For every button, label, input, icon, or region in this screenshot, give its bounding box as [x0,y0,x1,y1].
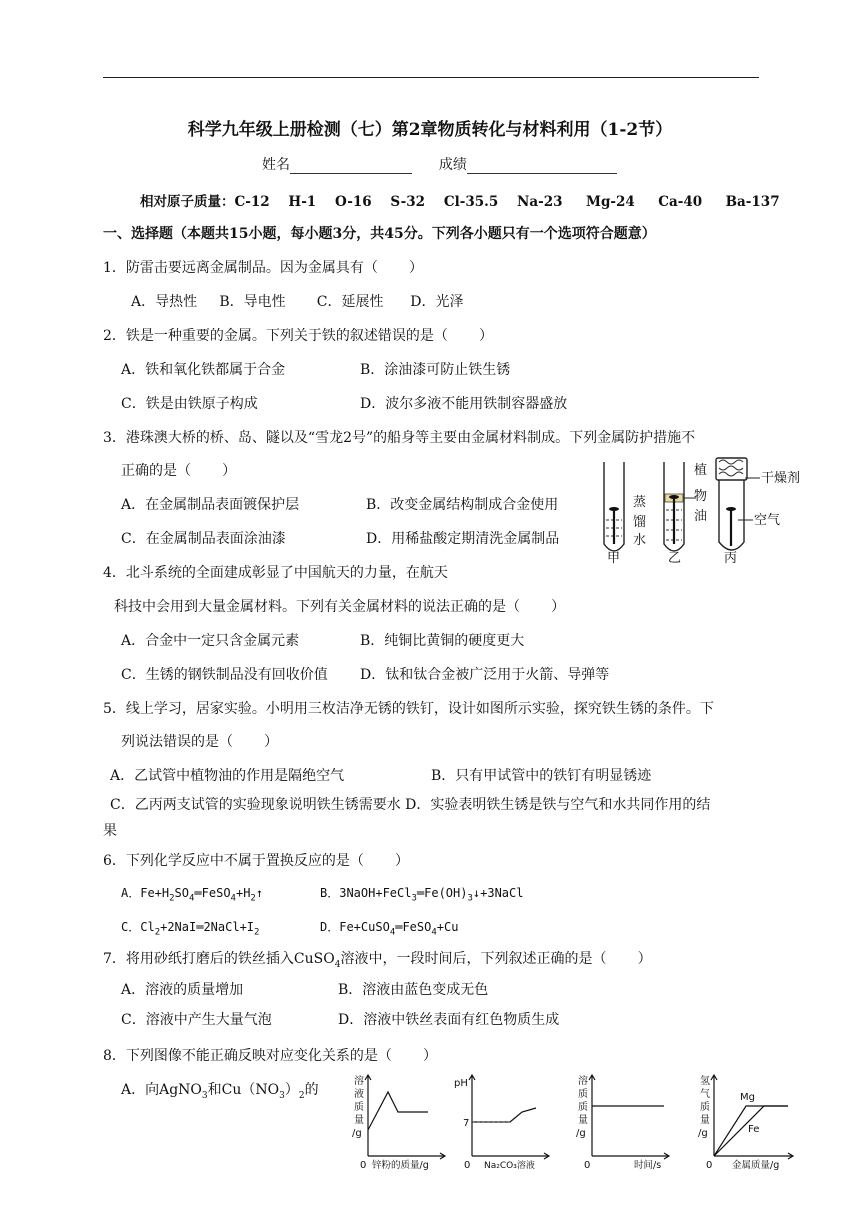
label-desiccant: 干燥剂 [761,471,801,486]
q3-option-a: A．在金属制品表面镀保护层 [121,497,300,513]
q6-option-d: D．Fe+CuSO$_4$═FeSO$_4$+Cu [320,920,459,938]
q2-option-d: D．波尔多液不能用铁制容器盛放 [360,396,568,412]
svg-text:0: 0 [706,1160,713,1171]
q1-options: A．导热性 B．导电性 C．延展性 D．光泽 [131,294,464,310]
svg-text:质: 质 [354,1102,364,1113]
name-blank [290,159,412,174]
svg-text:0: 0 [584,1160,591,1171]
q4-stem-line1: 4．北斗系统的全面建成彰显了中国航天的力量，在航天 [103,565,448,581]
label-water-3: 水 [633,533,647,548]
q7-option-d: D．溶液中铁丝表面有红色物质生成 [338,1012,560,1028]
graph-c [572,1072,672,1172]
svg-text:7: 7 [463,1118,470,1129]
header-rule [103,77,759,78]
graph-b-line [472,1108,536,1122]
graph-b-xlabel: Na₂CO₃溶液 [484,1161,535,1171]
nail-head-yi [669,495,679,499]
q8-stem: 8．下列图像不能正确反映对应变化关系的是（ ） [103,1048,438,1064]
page-title: 科学九年级上册检测（七）第2章物质转化与材料利用（1-2节） [187,120,673,140]
graph-a-line [368,1092,428,1130]
graph-c-xlabel: 时间/s [634,1160,662,1171]
graph-d-label-fe: Fe [748,1124,760,1135]
q2-option-c: C．铁是由铁原子构成 [121,396,258,412]
test-tube-figure [598,454,801,566]
q4-option-a: A．合金中一定只含金属元素 [121,633,300,649]
q5-stem-line1: 5．线上学习，居家实验。小明用三枚洁净无锈的铁钉，设计如图所示实验，探究铁生锈的条件。下 [103,701,714,717]
svg-text:量: 量 [578,1115,588,1126]
q1-stem: 1．防雷击要远离金属制品。因为金属具有（ ） [103,260,424,276]
svg-text:/g: /g [576,1128,586,1139]
label-water-2: 馏 [633,515,647,530]
nail-head-bing [726,507,736,511]
name-field [262,154,617,174]
svg-text:质: 质 [578,1089,588,1100]
q2-option-a: A．铁和氧化铁都属于合金 [121,362,286,378]
score-blank [467,159,617,174]
svg-text:/g: /g [352,1128,362,1139]
svg-text:pH: pH [454,1078,468,1089]
q2-option-b: B．涂油漆可防止铁生锈 [360,362,511,378]
label-water-1: 蒸 [633,495,647,510]
section-heading: 一、选择题（本题共15小题，每小题3分，共45分。下列各小题只有一个选项符合题意） [103,226,656,242]
q6-option-c: C．$Cl_2+2NaI═2NaCl+I_2$ [121,920,260,938]
q6-stem: 6．下列化学反应中不属于置换反应的是（ ） [103,853,410,869]
q4-option-b: B．纯铜比黄铜的硬度更大 [360,633,525,649]
svg-text:液: 液 [354,1089,364,1100]
svg-text:溶: 溶 [578,1076,588,1087]
label-oil-2: 物 [694,489,708,504]
graph-d-xlabel: 金属质量/g [732,1160,780,1171]
q8-option-a: A．向AgNO$_3$和$Cu(NO_3)_2$的 [121,1082,319,1101]
svg-text:溶: 溶 [354,1076,364,1087]
label-oil-3: 油 [694,509,708,524]
svg-text:气: 气 [700,1089,710,1100]
q3-option-b: B．改变金属结构制成合金使用 [366,497,559,513]
q5-option-a: A．乙试管中植物油的作用是隔绝空气 [110,768,345,784]
q4-option-c: C．生锈的钢铁制品没有回收价值 [121,667,328,683]
q2-stem: 2．铁是一种重要的金属。下列关于铁的叙述错误的是（ ） [103,328,494,344]
q7-option-a: A．溶液的质量增加 [121,982,244,998]
graph-b [452,1072,552,1172]
q3-stem-line2: 正确的是（ ） [121,463,237,479]
q3-option-d: D．用稀盐酸定期清洗金属制品 [366,531,560,547]
svg-text:0: 0 [464,1160,471,1171]
q5-option-d-cont: 果 [103,823,117,839]
svg-text:量: 量 [700,1115,710,1126]
q5-option-b: B．只有甲试管中的铁钉有明显锈迹 [431,768,652,784]
name-label: 姓名 [262,157,290,173]
q5-option-cd: C．乙丙两支试管的实验现象说明铁生锈需要水 D．实验表明铁生锈是铁与空气和水共同作用的结 [110,797,711,813]
q3-stem-line1: 3．港珠澳大桥的桥、岛、隧以及“雪龙2号”的船身等主要由金属材料制成。下列金属防护措施不 [103,430,696,446]
q3-option-c: C．在金属制品表面涂油漆 [121,531,286,547]
q6-option-a: A．$Fe+H_2SO_4═FeSO_4+H_2↑$ [121,886,264,904]
label-air: 空气 [754,513,781,528]
q5-stem-line2: 列说法错误的是（ ） [121,734,279,750]
graph-d [696,1072,806,1172]
svg-text:0: 0 [360,1160,367,1171]
graph-a [348,1072,448,1172]
graph-d-label-mg: Mg [740,1092,755,1103]
svg-text:量: 量 [354,1115,364,1126]
svg-text:/g: /g [698,1128,708,1139]
label-oil-1: 植 [694,463,708,478]
q4-stem-line2: 科技中会用到大量金属材料。下列有关金属材料的说法正确的是（ ） [114,599,566,615]
svg-text:氢: 氢 [700,1076,710,1087]
svg-text:质: 质 [700,1102,710,1113]
label-jia: 甲 [607,551,621,566]
q7-stem: 7．将用砂纸打磨后的铁丝插入CuSO$_4$溶液中，一段时间后，下列叙述正确的是（ ） [103,951,652,970]
atomic-masses: 相对原子质量：C-12 H-1 O-16 S-32 Cl-35.5 Na-23 Mg-24 Ca-40 Ba-137 [140,194,780,210]
label-bing: 丙 [724,551,738,566]
q4-option-d: D．钛和钛合金被广泛用于火箭、导弹等 [360,667,610,683]
q6-option-b: B．$3NaOH+FeCl_3═Fe(OH)_3↓+3NaCl$ [320,886,524,904]
q7-option-c: C．溶液中产生大量气泡 [121,1012,272,1028]
svg-text:质: 质 [578,1102,588,1113]
nail-head-jia [609,507,619,511]
graph-a-xlabel: 锌粉的质量/g [372,1160,429,1171]
label-yi: 乙 [668,551,682,566]
score-label: 成绩 [438,157,467,173]
q7-option-b: B．溶液由蓝色变成无色 [338,982,489,998]
